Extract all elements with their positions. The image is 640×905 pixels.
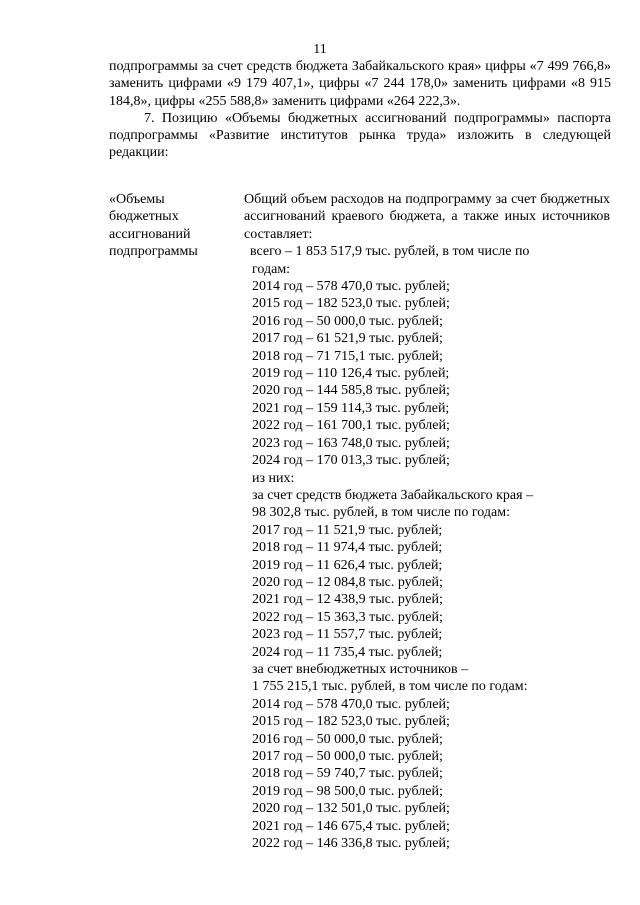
year-line: 2014 год – 578 470,0 тыс. рублей; [252, 279, 450, 295]
year-line: 2024 год – 11 735,4 тыс. рублей; [252, 644, 443, 660]
page-number: 11 [313, 42, 327, 57]
table-right-content [244, 191, 610, 852]
year-line: 2016 год – 50 000,0 тыс. рублей; [252, 731, 443, 747]
regional-line: 98 302,8 тыс. рублей, в том числе по годам: [252, 505, 510, 521]
total-line: годам: [252, 261, 291, 277]
year-line: 2021 год – 12 438,9 тыс. рублей; [252, 592, 443, 608]
year-line: 2021 год – 146 675,4 тыс. рублей; [252, 818, 450, 834]
left-label-line: ассигнований [109, 226, 191, 242]
year-line: 2019 год – 98 500,0 тыс. рублей; [252, 783, 443, 799]
year-line: 2019 год – 11 626,4 тыс. рублей; [252, 557, 443, 573]
year-line: 2020 год – 144 585,8 тыс. рублей; [252, 383, 450, 399]
year-line: 2022 год – 15 363,3 тыс. рублей; [252, 609, 443, 625]
year-line: 2018 год – 11 974,4 тыс. рублей; [252, 540, 443, 556]
intro-paragraph-2: 7. Позицию «Объемы бюджетных ассигнований подпрограммы» паспорта подпрограммы «Развитие институтов рынка труда» изложить в следующей редакции: [109, 110, 611, 161]
intro-paragraph-1: подпрограммы за счет средств бюджета Забайкальского края» цифры «7 499 766,8» заменить цифрами «9 179 407,1», цифры «7 244 178,0» заменить цифрами «8 915 184,8», цифры «255 588,8» заменить цифрами «264 222,3». [109, 59, 611, 109]
year-line: 2022 год – 161 700,1 тыс. рублей; [252, 418, 450, 434]
year-line: 2018 год – 71 715,1 тыс. рублей; [252, 348, 443, 364]
regional-line: за счет средств бюджета Забайкальского края – [252, 487, 534, 503]
left-label-line: подпрограммы [109, 244, 198, 260]
year-line: 2017 год – 11 521,9 тыс. рублей; [252, 522, 443, 538]
year-line: 2018 год – 59 740,7 тыс. рублей; [252, 766, 443, 782]
year-line: 2023 год – 163 748,0 тыс. рублей; [252, 435, 450, 451]
left-label-line: «Объемы [109, 192, 165, 207]
year-line: 2015 год – 182 523,0 тыс. рублей; [252, 714, 450, 730]
year-line: 2020 год – 12 084,8 тыс. рублей; [252, 574, 443, 590]
extrabudget-line: за счет внебюджетных источников – [252, 661, 469, 677]
year-line: 2014 год – 578 470,0 тыс. рублей; [252, 696, 450, 712]
of-them-line: из них: [252, 470, 295, 486]
year-line: 2023 год – 11 557,7 тыс. рублей; [252, 627, 443, 643]
extrabudget-line: 1 755 215,1 тыс. рублей, в том числе по годам: [252, 679, 528, 695]
year-line: 2019 год – 110 126,4 тыс. рублей; [252, 366, 450, 382]
right-header: Общий объем расходов на подпрограмму за счет бюджетных ассигнований краевого бюджета, а также иных источников составляет: [244, 192, 610, 242]
year-line: 2024 год – 170 013,3 тыс. рублей; [252, 453, 450, 469]
year-line: 2022 год – 146 336,8 тыс. рублей; [252, 836, 450, 852]
year-line: 2021 год – 159 114,3 тыс. рублей; [252, 400, 450, 416]
intro-text [109, 58, 611, 162]
year-line: 2017 год – 61 521,9 тыс. рублей; [252, 331, 443, 347]
table-left-label [109, 191, 229, 261]
left-label-line: бюджетных [109, 209, 179, 225]
year-line: 2016 год – 50 000,0 тыс. рублей; [252, 313, 443, 329]
year-line: 2020 год – 132 501,0 тыс. рублей; [252, 801, 450, 817]
year-line: 2015 год – 182 523,0 тыс. рублей; [252, 296, 450, 312]
total-line: всего – 1 853 517,9 тыс. рублей, в том числе по [250, 244, 530, 260]
year-line: 2017 год – 50 000,0 тыс. рублей; [252, 749, 443, 764]
